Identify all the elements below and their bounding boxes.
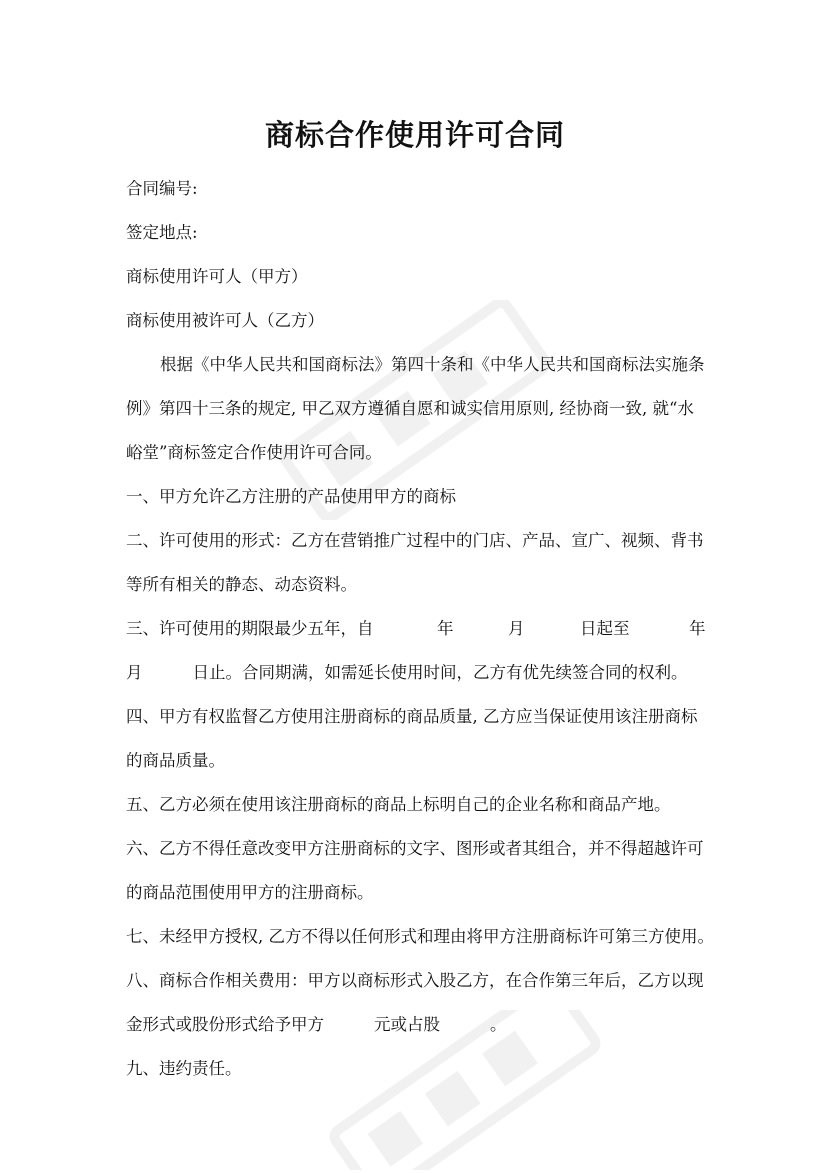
document-title: 商标合作使用许可合同: [264, 118, 565, 152]
licensee-field: 商标使用被许可人（乙方）: [126, 311, 324, 330]
clause-3-prefix: 三、许可使用的期限最少五年，自: [126, 619, 374, 638]
preamble-line-3: 峪堂”商标签定合作使用许可合同。: [126, 443, 382, 462]
clause-3-line-1: [126, 618, 704, 640]
clause-8-line-2: [126, 1014, 507, 1036]
clause-3-day-from: 日起至: [580, 619, 630, 638]
clause-4-line-1: 四、甲方有权监督乙方使用注册商标的商品质量, 乙方应当保证使用该注册商标: [126, 707, 698, 726]
preamble-line-1: 根据《中华人民共和国商标法》第四十条和《中华人民共和国商标法实施条: [160, 355, 705, 374]
clause-2-line-2: 等所有相关的静态、动态资料。: [126, 575, 357, 594]
clause-3-suffix: 日止。合同期满，如需延长使用时间，乙方有优先续签合同的权利。: [192, 663, 688, 682]
clause-6-line-2: 的商品范围使用甲方的注册商标。: [126, 883, 374, 902]
clause-5: 五、乙方必须在使用该注册商标的商品上标明自己的企业名称和商品产地。: [126, 795, 671, 814]
clause-2-line-1: 二、许可使用的形式：乙方在营销推广过程中的门店、产品、宣广、视频、背书: [126, 531, 704, 550]
clause-8-middle: 元或占股: [374, 1015, 440, 1034]
clause-9: 九、违约责任。: [126, 1059, 242, 1078]
clause-6-line-1: 六、乙方不得任意改变甲方注册商标的文字、图形或者其组合，并不得超越许可: [126, 839, 704, 858]
clause-8-line-1: 八、商标合作相关费用：甲方以商标形式入股乙方，在合作第三年后，乙方以现: [126, 971, 704, 990]
clause-3-month-to: 月: [126, 663, 143, 682]
preamble-line-2: 例》第四十三条的规定, 甲乙双方遵循自愿和诚实信用原则, 经协商一致, 就“水: [126, 399, 694, 418]
clause-1: 一、甲方允许乙方注册的产品使用甲方的商标: [126, 487, 456, 506]
clause-8-prefix: 金形式或股份形式给予甲方: [126, 1015, 324, 1034]
clause-8-end: 。: [490, 1015, 507, 1034]
clause-3-year-to: 年: [689, 619, 706, 638]
licensor-field: 商标使用许可人（甲方）: [126, 267, 308, 286]
contract-number-field: 合同编号:: [126, 179, 198, 198]
clause-4-line-2: 的商品质量。: [126, 751, 225, 770]
clause-3-year-from: 年: [437, 619, 454, 638]
clause-3-line-2: [126, 662, 688, 684]
signing-place-field: 签定地点:: [126, 223, 198, 242]
clause-7: 七、未经甲方授权, 乙方不得以任何形式和理由将甲方注册商标许可第三方使用。: [126, 927, 714, 946]
clause-3-month-from: 月: [508, 619, 525, 638]
